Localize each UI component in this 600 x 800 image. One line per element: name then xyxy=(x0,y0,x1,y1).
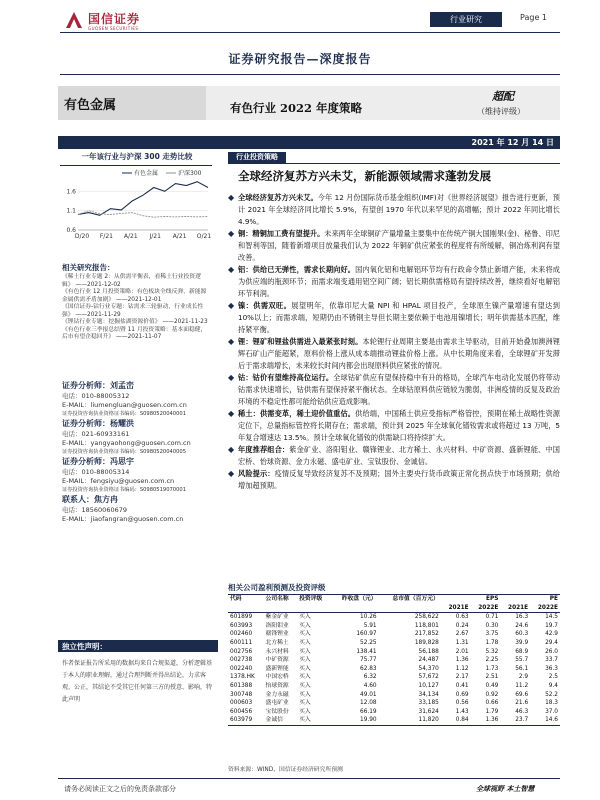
logo-subtext: GUOSEN SECURITIES xyxy=(88,26,139,31)
analyst-list xyxy=(62,380,214,524)
analyst-role: 证券分析师： xyxy=(62,381,110,390)
cell-eps-2021: 1.31 xyxy=(455,639,469,646)
page-header xyxy=(0,0,600,48)
legend-label: 有色金属 xyxy=(134,170,159,177)
paragraph-text: 本轮锂行业周期主要是由需求主导驱动，目前开始叠加澳洲锂辉石矿山产能超紧，原料价格上涨从成本端推动锂盐价格上涨。从中长期角度来看，全球锂矿开发滞后于需求端增长，未来较长时间内都会出现原料供应紧张的情况。 xyxy=(238,337,560,370)
cell-company: 金力永磁 xyxy=(265,691,289,698)
table-row xyxy=(228,665,560,674)
y-tick-label: 1.1 xyxy=(66,207,76,215)
cell-company: 永兴材料 xyxy=(265,648,289,655)
cell-code: 300748 xyxy=(230,691,253,698)
analyst-role: 证券分析师： xyxy=(62,419,110,428)
analyst-license: 证券投资咨询执业资格证书编码：S0980519070001 xyxy=(62,487,187,493)
x-tick-label: A/21 xyxy=(172,233,187,240)
strategy-tag: 行业投资策略 xyxy=(228,152,286,163)
diamond-bullet-icon: ◆ xyxy=(228,337,235,346)
cell-company: 盛新锂能 xyxy=(265,665,289,672)
paragraph-lead: 稀土：供需变革，稀土迎价值重估。 xyxy=(238,409,356,418)
cell-eps-2022: 1.78 xyxy=(485,639,499,646)
cell-close: 52.25 xyxy=(360,639,377,646)
analyst-card xyxy=(62,380,214,418)
analyst-email[interactable]: E-MAIL：liumengluan@guosen.com.cn xyxy=(62,401,187,409)
cell-code: 002460 xyxy=(230,631,253,638)
cell-mcap: 56,188 xyxy=(418,648,439,655)
cell-pe-2021: 68.9 xyxy=(515,648,529,655)
headline: 全球经济复苏方兴未艾，新能源领域需求蓬勃发展 xyxy=(238,169,491,183)
cell-eps-2021: 0.63 xyxy=(455,614,469,621)
cell-eps-2021: 1.36 xyxy=(455,657,469,664)
col-pe-2021: 2021E xyxy=(500,604,530,613)
cell-code: 002240 xyxy=(230,665,253,672)
cell-pe-2022: 33.7 xyxy=(545,657,558,664)
analyst-name xyxy=(62,494,214,506)
cell-pe-2021: 55.7 xyxy=(515,657,529,664)
cell-pe-2021: 60.3 xyxy=(515,631,529,638)
cell-close: 10.26 xyxy=(360,614,377,621)
cell-eps-2021: 1.12 xyxy=(455,665,469,672)
summary-paragraph xyxy=(228,300,560,336)
cell-close: 12.08 xyxy=(360,700,377,707)
cell-close: 19.90 xyxy=(331,716,379,725)
table-source: 资料来源：WIND、国信证券经济研究所预测 xyxy=(228,767,343,773)
col-pe: PE xyxy=(500,595,560,604)
header-divider xyxy=(60,32,560,33)
cell-close: 4.60 xyxy=(363,682,377,689)
cell-close: 75.77 xyxy=(360,657,377,664)
col-mcap: 总市值（百万元） xyxy=(379,595,441,604)
footer-slogan: 全球视野 本土智慧 xyxy=(476,785,535,793)
cell-mcap: 189,828 xyxy=(414,639,439,646)
table-row xyxy=(228,639,560,648)
col-eps: EPS xyxy=(441,595,501,604)
analyst-name-text: 杨耀洪 xyxy=(110,419,134,428)
cell-mcap: 34,134 xyxy=(418,691,439,698)
paragraph-text: 今年 12 月份国际货币基金组织(IMF)对《世界经济展望》报告进行更新，预计 2021 年全球经济同比增长 5.9%，有望创 1970 年代以来罕见的高增幅；预计 2022 年同比增长 4.9%。 xyxy=(238,193,560,226)
summary-body xyxy=(228,192,560,492)
table-row xyxy=(228,622,560,631)
cell-company: 洛阳钼业 xyxy=(265,622,289,629)
analyst-phone: 电话：021-60933161 xyxy=(62,430,130,438)
col-company: 公司名称 xyxy=(264,595,298,604)
paragraph-lead: 钴：钴价有望维持高位运行。 xyxy=(238,373,334,382)
cell-eps-2022: 3.75 xyxy=(485,631,499,638)
analyst-name xyxy=(62,380,214,392)
cell-eps-2021: 0.56 xyxy=(455,700,469,707)
cell-mcap: 31,624 xyxy=(418,708,439,715)
diamond-bullet-icon: ◆ xyxy=(228,409,235,418)
cell-eps-2022: 0.71 xyxy=(485,614,499,621)
analyst-email[interactable]: E-MAIL：yangyaohong@guosen.com.cn xyxy=(62,439,191,447)
paragraph-text: 全球钴矿供应有望保持稳中有升的格局，全球汽车电动化发展仍将带动钴需求快速增长，钴供需有望保持紧平衡状态。全球钴原料供应链较为脆弱，非洲疫情的反复及政治环境的不稳定性都可能给钴供应造成影响。 xyxy=(238,373,560,406)
diamond-bullet-icon: ◆ xyxy=(228,469,235,478)
summary-paragraph xyxy=(228,264,560,300)
diamond-bullet-icon: ◆ xyxy=(228,265,235,274)
table-row xyxy=(228,673,560,682)
paragraph-text: 国内氧化铝和电解铝环节均有行政命令禁止新增产能，未来将成为供应端的瓶颈环节；而需求端变通用铝空间广阔；铝长期供需格局有望持续改善，继续看好电解铝环节利润。 xyxy=(238,265,560,298)
cell-pe-2021: 11.2 xyxy=(515,682,529,689)
related-report-item: 《国信证券-钴行业专题：钴需求三轮驱动，行业成长性强》 ——2021-11-29 xyxy=(62,304,204,318)
cell-mcap: 57,672 xyxy=(418,674,439,681)
cell-eps-2022: 0.49 xyxy=(485,682,499,689)
series-line-index xyxy=(78,211,208,218)
legend-label: 沪深300 xyxy=(178,170,202,177)
cell-pe-2022: 19.7 xyxy=(545,622,558,629)
paragraph-text: 紫金矿业、洛阳钼业、赣锋锂业、北方稀土、永兴材料、中矿资源、盛新锂能、中国宏桥、怡球资源、金力永磁、盛屯矿业、宝钛股份、金诚信。 xyxy=(238,445,560,466)
table-row xyxy=(228,699,560,708)
cell-company: 中矿资源 xyxy=(265,657,289,664)
table-row xyxy=(228,656,560,665)
cell-pe-2022: 18.3 xyxy=(545,700,558,707)
cell-eps-2021: 0.24 xyxy=(455,622,469,629)
analyst-license: 证券投资咨询执业资格证书编码：S0980520040005 xyxy=(62,449,187,455)
summary-paragraph xyxy=(228,372,560,408)
cell-mcap: 118,801 xyxy=(414,622,439,629)
cell-eps-2022: 0.30 xyxy=(485,622,499,629)
diamond-bullet-icon: ◆ xyxy=(228,445,235,454)
cell-company: 金诚信 xyxy=(264,716,298,725)
cell-mcap: 258,622 xyxy=(414,614,439,621)
forecast-table-title: 相关公司盈利预测及投资评级 xyxy=(228,583,326,592)
cell-code: 601899 xyxy=(230,614,253,621)
analyst-role: 证券分析师： xyxy=(62,457,110,466)
cell-code: 000603 xyxy=(230,700,253,707)
cell-company: 赣锋锂业 xyxy=(265,631,289,638)
cell-mcap: 11,820 xyxy=(379,716,441,725)
col-pe-2022: 2022E xyxy=(530,604,560,613)
cell-company: 中国宏桥 xyxy=(265,674,289,681)
analyst-card xyxy=(62,418,214,456)
chart-title: 一年该行业与沪深 300 走势比较 xyxy=(81,152,193,161)
cell-code: 600111 xyxy=(230,639,253,646)
cell-eps-2022: 0.66 xyxy=(485,700,499,707)
cell-pe-2022: 52.2 xyxy=(545,691,558,698)
page-number: Page 1 xyxy=(520,13,547,22)
cell-pe-2022: 14.6 xyxy=(530,716,560,725)
cell-pe-2022: 29.4 xyxy=(545,639,558,646)
related-report-item: 《有色行业三季报总结暨 11 月投资策略：基本面稳健，后市有望企稳回升》 ——2021-11-07 xyxy=(62,326,207,340)
table-row xyxy=(228,613,560,622)
logo-mark-icon xyxy=(64,10,84,30)
paragraph-lead: 风险提示： xyxy=(238,469,275,478)
x-tick-label: A/21 xyxy=(123,233,138,240)
cell-pe-2022: 42.9 xyxy=(545,631,558,638)
analyst-license: 证券投资咨询执业资格证书编码：S0980520040001 xyxy=(62,411,187,417)
paragraph-lead: 铝：供给已无弹性，需求长期向好。 xyxy=(238,265,356,274)
forecast-table xyxy=(228,594,560,726)
cell-eps-2022: 1.36 xyxy=(471,716,501,725)
x-tick-label: F/21 xyxy=(99,233,113,240)
cell-eps-2022: 2.51 xyxy=(485,674,499,681)
cell-eps-2021: 2.17 xyxy=(455,674,469,681)
paragraph-lead: 锂：锂矿和锂盐供需进入最紧张时刻。 xyxy=(238,337,363,346)
cell-pe-2021: 56.1 xyxy=(515,665,529,672)
cell-company: 盛屯矿业 xyxy=(265,700,289,707)
paragraph-lead: 镍：供需双旺。 xyxy=(238,301,292,310)
x-tick-label: D/20 xyxy=(74,233,90,240)
date-bar xyxy=(58,136,560,149)
cell-pe-2022: 9.4 xyxy=(548,682,558,689)
cell-rating: 买入 xyxy=(297,716,331,725)
cell-rating: 买入 xyxy=(299,691,311,698)
summary-paragraph xyxy=(228,336,560,372)
paragraph-text: 供给端，中国稀土供应受指标严格管控，预期在稀土战略性资源定位下，总量指标管控将长期存在；需求端，预计到 2025 年全球氧化镨钕需求或将超过 13 万吨，5 年复合增速达 13.5%。预计全球氧化镨钕的供需缺口将持续扩大。 xyxy=(238,409,560,442)
report-title: 有色行业 2022 年度策略 xyxy=(230,101,363,115)
cell-close: 6.32 xyxy=(363,674,377,681)
x-tick-label: O/21 xyxy=(196,233,212,240)
rating-status: （维持评级） xyxy=(477,107,525,116)
cell-close: 66.19 xyxy=(360,708,377,715)
paragraph-lead: 年度推荐组合： xyxy=(238,445,290,454)
cell-company: 怡球资源 xyxy=(265,682,289,689)
independence-title: 独立性声明： xyxy=(62,642,107,651)
cell-mcap: 33,185 xyxy=(418,700,439,707)
table-row xyxy=(228,648,560,657)
cell-eps-2021: 1.43 xyxy=(455,708,469,715)
cell-eps-2022: 2.25 xyxy=(485,657,499,664)
cell-rating: 买入 xyxy=(299,614,311,621)
footer-note: 请务必阅读正文之后的免责条款部分 xyxy=(64,785,176,793)
analyst-phone: 电话：010-88005312 xyxy=(62,392,130,400)
cell-close: 138.41 xyxy=(356,648,377,655)
cell-company: 紫金矿业 xyxy=(265,614,289,621)
table-row xyxy=(228,716,560,725)
related-reports-title: 相关研究报告： xyxy=(62,263,115,272)
cell-eps-2021: 2.01 xyxy=(455,648,469,655)
cell-rating: 买入 xyxy=(299,700,311,707)
series-line-industry xyxy=(78,182,208,216)
y-tick-label: 0.6 xyxy=(66,227,76,234)
cell-code: 600456 xyxy=(230,708,253,715)
cell-pe-2021: 69.6 xyxy=(515,691,529,698)
related-report-item: 《稀土行业专题 2：从供需平衡表，看稀土行业投资逻辑》 ——2021-12-02 xyxy=(62,274,201,288)
cell-rating: 买入 xyxy=(299,665,311,672)
analyst-phone: 电话：010-88005314 xyxy=(62,468,130,476)
analyst-role: 联系人： xyxy=(62,495,94,504)
cell-pe-2022: 14.5 xyxy=(545,614,558,621)
independence-statement: 作者保证报告所采用的数据均来自合规渠道，分析逻辑基于本人的职业理解，通过合理判断并得出结论，力求客观、公正，其结论不受其它任何第三方的授意、影响，特此声明 xyxy=(62,660,213,703)
cell-pe-2021: 24.6 xyxy=(515,622,529,629)
strategy-divider xyxy=(228,163,560,164)
diamond-bullet-icon: ◆ xyxy=(228,373,235,382)
col-eps-2021: 2021E xyxy=(441,604,471,613)
cell-code: 1378.HK xyxy=(230,674,255,681)
cell-close: 5.91 xyxy=(363,622,377,629)
paragraph-text: 展望明年，依靠印尼大量 NPI 和 HPAL 项目投产，全球原生镍产量增速有望达到 10%以上；而需求端，短期仍由不锈钢主导但长期主要依赖于电池用镍增长；明年供需基本匹配，维持紧平衡。 xyxy=(238,301,560,334)
cell-rating: 买入 xyxy=(299,674,311,681)
cell-rating: 买入 xyxy=(299,631,311,638)
cell-eps-2021: 2.67 xyxy=(455,631,469,638)
cell-pe-2022: 2.5 xyxy=(548,674,558,681)
col-eps-2022: 2022E xyxy=(471,604,501,613)
cell-eps-2022: 1.73 xyxy=(485,665,499,672)
cell-eps-2022: 5.32 xyxy=(485,648,499,655)
cell-company: 北方稀土 xyxy=(265,639,289,646)
cell-mcap: 54,370 xyxy=(418,665,439,672)
cell-code: 002738 xyxy=(230,657,253,664)
cell-company: 宝钛股份 xyxy=(265,708,289,715)
related-report-item: 《有色行业 12 月投资策略：有色板块全线反弹，新能源金属供需矛盾加剧》 ——2021-12-01 xyxy=(62,289,207,303)
summary-paragraph xyxy=(228,444,560,468)
cell-pe-2021: 39.9 xyxy=(515,639,529,646)
cell-eps-2022: 0.92 xyxy=(485,691,499,698)
col-close: 昨收盘（元） xyxy=(331,595,379,604)
cell-pe-2021: 23.7 xyxy=(500,716,530,725)
analyst-name-text: 刘孟峦 xyxy=(110,381,134,390)
summary-paragraph xyxy=(228,228,560,264)
cell-mcap: 10,127 xyxy=(418,682,439,689)
analyst-card xyxy=(62,494,214,524)
paragraph-text: 未来两年全球铜矿产量增量主要集中在传统产铜大国刚果(金)、秘鲁、印尼和智利等国，随着新增项目放量我们认为 2022 年铜矿供应紧张的程度将有所缓解，铜冶炼利润有望改善。 xyxy=(238,229,560,262)
cell-mcap: 24,487 xyxy=(418,657,439,664)
related-report-item: 《锂钴行业专题：挖掘盐湖资源价值》 ——2021-11-23 xyxy=(62,319,208,325)
series-title: 证券研究报告—深度报告 xyxy=(228,52,372,66)
cell-code: 603993 xyxy=(230,622,253,629)
analyst-name xyxy=(62,456,214,468)
analyst-name-text: 冯思宇 xyxy=(110,457,134,466)
analyst-email[interactable]: E-MAIL：fengsiyu@guosen.com.cn xyxy=(62,477,175,485)
analyst-card xyxy=(62,456,214,494)
cell-rating: 买入 xyxy=(299,657,311,664)
cell-rating: 买入 xyxy=(299,639,311,646)
cell-eps-2021: 0.69 xyxy=(455,691,469,698)
cell-close: 160.97 xyxy=(356,631,377,638)
table-row xyxy=(228,708,560,717)
report-type-tag: 行业研究 xyxy=(430,12,502,27)
diamond-bullet-icon: ◆ xyxy=(228,301,235,310)
cell-pe-2021: 46.3 xyxy=(515,708,529,715)
diamond-bullet-icon: ◆ xyxy=(228,193,235,202)
analyst-name xyxy=(62,418,214,430)
analyst-name-text: 焦方冉 xyxy=(94,495,118,504)
cell-pe-2022: 37.0 xyxy=(545,708,558,715)
table-row xyxy=(228,630,560,639)
cell-pe-2021: 21.6 xyxy=(515,700,529,707)
cell-mcap: 217,852 xyxy=(414,631,439,638)
table-row xyxy=(228,682,560,691)
cell-rating: 买入 xyxy=(299,622,311,629)
analyst-email[interactable]: E-MAIL：jiaofangran@guosen.com.cn xyxy=(62,515,184,523)
summary-paragraph xyxy=(228,408,560,444)
cell-eps-2022: 1.79 xyxy=(485,708,499,715)
col-code: 代码 xyxy=(228,595,264,604)
cell-pe-2022: 26.0 xyxy=(545,648,558,655)
trend-chart xyxy=(60,166,212,248)
cell-code: 002756 xyxy=(230,648,253,655)
cell-pe-2022: 36.3 xyxy=(545,665,558,672)
summary-paragraph xyxy=(228,192,560,228)
cell-code: 603979 xyxy=(228,716,264,725)
logo-text: 国信证券 xyxy=(88,12,141,26)
cell-close: 49.01 xyxy=(360,691,377,698)
cell-pe-2021: 2.9 xyxy=(518,674,529,681)
cell-pe-2021: 16.3 xyxy=(515,614,529,621)
cell-rating: 买入 xyxy=(299,682,311,689)
related-reports-list xyxy=(62,274,212,342)
analyst-phone: 电话：18560060679 xyxy=(62,506,127,514)
paragraph-lead: 铜：精铜加工费有望提升。 xyxy=(238,229,325,238)
cell-code: 601388 xyxy=(230,682,253,689)
rating: 超配 xyxy=(492,90,514,103)
y-tick-label: 1.6 xyxy=(66,188,76,196)
cell-eps-2021: 0.41 xyxy=(455,682,469,689)
cell-close: 62.83 xyxy=(360,665,377,672)
report-date: 2021 年 12 月 14 日 xyxy=(471,138,554,147)
footer-divider xyxy=(58,778,560,779)
x-tick-label: J/21 xyxy=(149,233,161,240)
paragraph-text: 疫情反复导致经济复苏不及预期；国外主要央行货币政策正常化拐点快于市场预期；供给增加超预期。 xyxy=(238,469,560,490)
industry-name: 有色金属 xyxy=(64,98,117,113)
cell-rating: 买入 xyxy=(299,708,311,715)
summary-paragraph xyxy=(228,468,560,492)
paragraph-lead: 全球经济复苏方兴未艾。 xyxy=(238,193,318,202)
cell-eps-2021: 0.84 xyxy=(441,716,471,725)
table-row xyxy=(228,691,560,700)
cell-rating: 买入 xyxy=(299,648,311,655)
diamond-bullet-icon: ◆ xyxy=(228,229,235,238)
col-rating: 投资评级 xyxy=(297,595,331,604)
series-divider xyxy=(60,74,560,75)
